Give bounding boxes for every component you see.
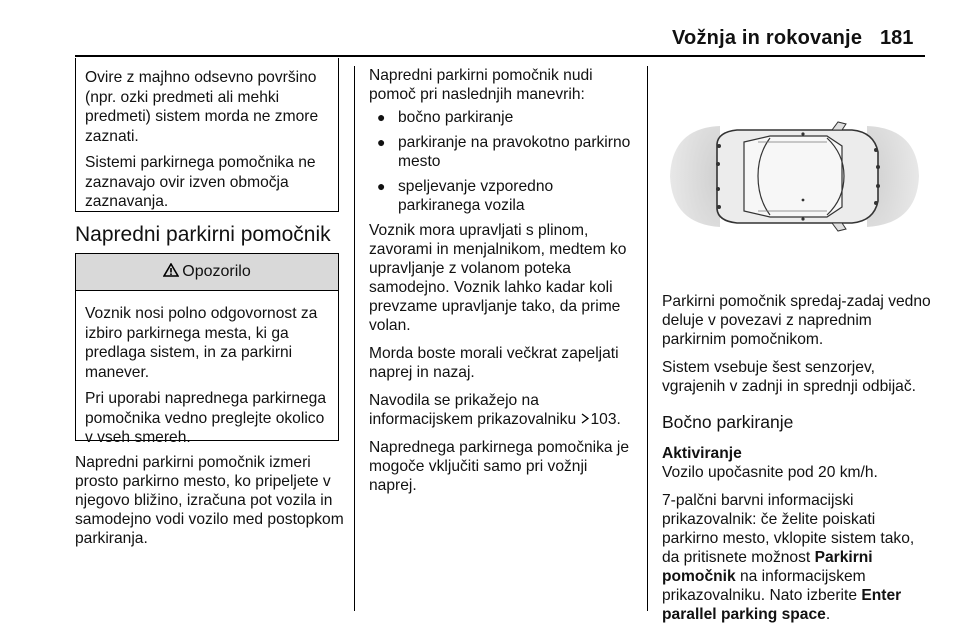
column-divider-right xyxy=(647,66,648,611)
maneuver-list xyxy=(369,108,635,215)
bullet-dot-icon: ● xyxy=(377,134,386,150)
warning-triangle-icon xyxy=(163,263,179,282)
middle-column xyxy=(369,66,635,504)
info-box xyxy=(75,58,339,212)
left-column-text xyxy=(75,453,345,557)
body-paragraph: Sistem vsebuje šest senzorjev, vgrajenih v zadnji in sprednji odbijač. xyxy=(662,359,916,395)
warning-header xyxy=(76,254,338,291)
column-divider-left xyxy=(354,66,355,611)
body-paragraph: Morda boste morali večkrat zapeljati naprej in nazaj. xyxy=(369,345,619,381)
body-paragraph: Naprednega parkirnega pomočnika je mogoče vključiti samo pri vožnji naprej. xyxy=(369,439,630,494)
page-header xyxy=(0,0,960,58)
subsection-heading: Bočno parkiranje xyxy=(662,412,794,432)
header-rule xyxy=(75,55,925,57)
page-number: 181 xyxy=(880,27,914,49)
body-paragraph: Napredni parkirni pomočnik izmeri prosto parkirno mesto, ko pripeljete v njegovo bližino, izračuna pot vozila in samodejno vodi vozilo med postopkom parkiranja. xyxy=(75,454,344,547)
list-item: ● bočno parkiranje xyxy=(377,109,514,126)
info-paragraph: Ovire z majhno odsevno površino (npr. ozki predmeti ali mehki predmeti) sistem morda ne zmore zaznati. xyxy=(85,69,319,145)
list-item: ● parkiranje na pravokotno parkirno mesto xyxy=(377,134,631,170)
body-paragraph: Voznik mora upravljati s plinom, zavorami in menjalnikom, medtem ko upravljanje z volanom poteka samodejno. Voznik lahko kadar koli prevzame upravljanje tako, da prime volan. xyxy=(369,222,627,334)
page-reference[interactable]: 103. xyxy=(590,411,621,428)
body-paragraph: 7-palčni barvni informacijski prikazovalnik: če želite poiskati parkirno mesto, vklopite sistem tako, da pritisnete možnost Parkirni pomočnik na informacijskem prikazovalniku. Nato izberite Enter parallel parking space. xyxy=(662,492,915,623)
section-heading: Napredni parkirni pomočnik xyxy=(75,223,331,246)
list-item: ● speljevanje vzporedno parkiranega vozila xyxy=(377,178,554,214)
body-paragraph: Vozilo upočasnite pod 20 km/h. xyxy=(662,464,878,481)
warning-title: Opozorilo xyxy=(182,263,251,280)
bullet-dot-icon: ● xyxy=(377,178,386,194)
right-column xyxy=(662,292,932,633)
bullet-dot-icon: ● xyxy=(377,109,386,125)
warning-paragraph: Pri uporabi naprednega parkirnega pomočnika vedno preglejte okolico v vseh smereh. xyxy=(85,390,327,446)
menu-option-label: Parkirni pomočnik xyxy=(662,549,873,585)
parking-sensor-figure xyxy=(662,64,925,276)
warning-box xyxy=(75,253,339,446)
page-title: Vožnja in rokovanje xyxy=(672,27,863,49)
info-paragraph: Sistemi parkirnega pomočnika ne zaznavajo ovir izven območja zaznavanja. xyxy=(85,154,316,210)
minor-heading: Aktiviranje xyxy=(662,445,742,462)
body-paragraph: Navodila se prikažejo na informacijskem prikazovalniku 103. xyxy=(369,392,621,428)
warning-paragraph: Voznik nosi polno odgovornost za izbiro parkirnega mesta, ki ga predlaga sistem, in za parkirni manever. xyxy=(85,305,318,381)
intro-paragraph: Napredni parkirni pomočnik nudi pomoč pri naslednjih manevrih: xyxy=(369,67,593,103)
menu-option-label: Enter parallel parking space xyxy=(662,587,902,623)
warning-body xyxy=(76,291,338,448)
page-reference-arrow-icon xyxy=(580,411,590,428)
body-paragraph: Parkirni pomočnik spredaj-zadaj vedno deluje v povezavi z naprednim parkirnim pomočnikom. xyxy=(662,293,931,348)
